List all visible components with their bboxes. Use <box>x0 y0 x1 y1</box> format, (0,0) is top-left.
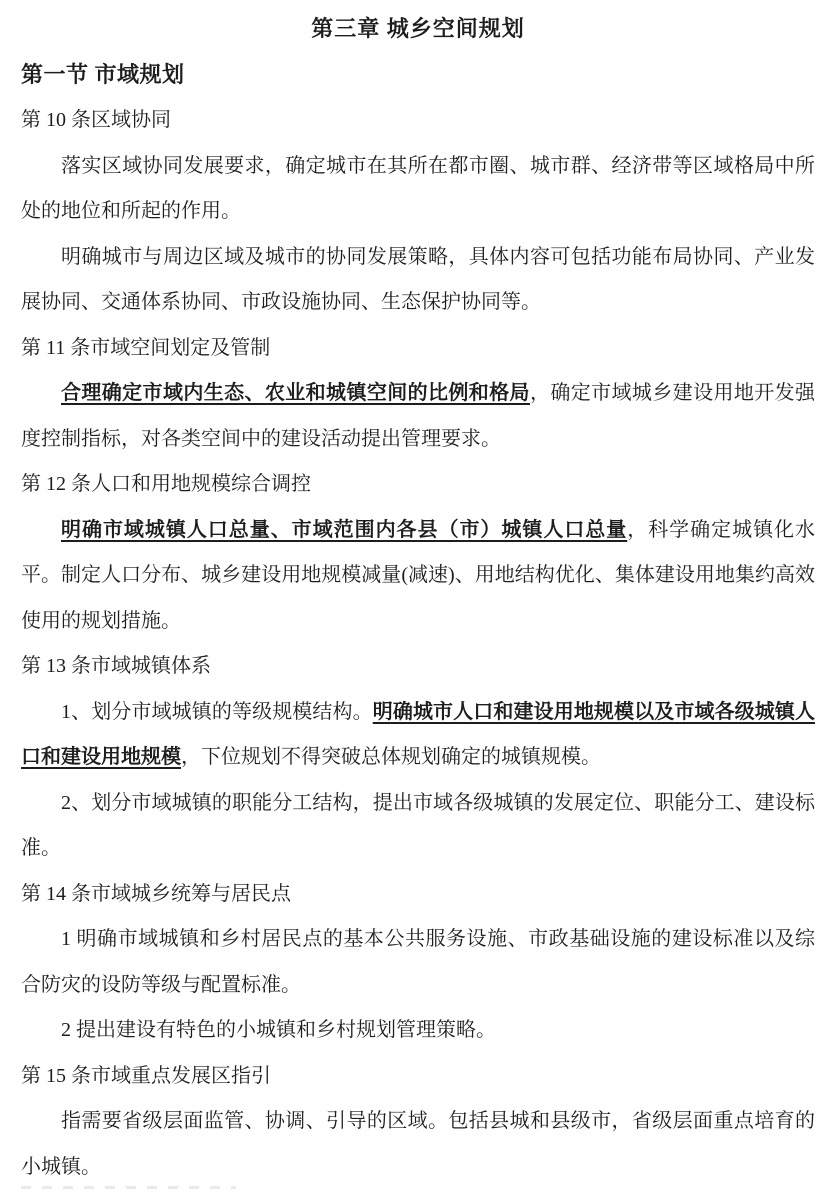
article-heading <box>21 462 815 508</box>
article-heading <box>21 872 815 918</box>
emphasis-run: 明确市域城镇人口总量、市域范围内各县（市）城镇人口总量 <box>61 518 628 541</box>
text-run: 2 提出建设有特色的小城镇和乡村规划管理策略。 <box>61 1019 496 1041</box>
text-run: 2、划分市域城镇的职能分工结构，提出市域各级城镇的发展定位、职能分工、建设标准。 <box>21 791 815 859</box>
emphasis-run: 明确城市人口和建设用地规模以及市域各级城镇人口和建设用地规模 <box>21 700 816 768</box>
text-run: 1 明确市域城镇和乡村居民点的基本公共服务设施、市政基础设施的建设标准以及综合防灾的设防等级与配置标准。 <box>21 928 815 996</box>
text-run: 明确城市与周边区域及城市的协同发展策略，具体内容可包括功能布局协同、产业发展协同、交通体系协同、市政设施协同、生态保护协同等。 <box>21 245 815 313</box>
paragraph <box>21 1008 815 1054</box>
clipped-next-line-artifact <box>21 1186 236 1189</box>
paragraph <box>21 508 815 645</box>
document-body <box>21 98 815 1190</box>
text-run: ，确定市域城乡建设用地开发强度控制指标，对各类空间中的建设活动提出管理要求。 <box>21 382 816 450</box>
article-heading <box>21 1054 815 1100</box>
text-run: 第 13 条市域城镇体系 <box>21 655 211 677</box>
text-run: 第 12 条人口和用地规模综合调控 <box>21 473 311 495</box>
paragraph <box>21 690 815 781</box>
text-run: 指需要省级层面监管、协调、引导的区域。包括县城和县级市，省级层面重点培育的小城镇。 <box>21 1110 815 1178</box>
paragraph <box>21 1099 815 1190</box>
paragraph <box>21 144 815 235</box>
article-heading <box>21 326 815 372</box>
text-run: 落实区域协同发展要求，确定城市在其所在都市圈、城市群、经济带等区域格局中所处的地位和所起的作用。 <box>21 154 815 222</box>
paragraph <box>21 781 815 872</box>
text-run: 第 15 条市域重点发展区指引 <box>21 1064 271 1087</box>
emphasis-run: 合理确定市域内生态、农业和城镇空间的比例和格局 <box>61 382 530 404</box>
chapter-title: 第三章 城乡空间规划 <box>311 16 525 41</box>
section-title: 第一节 市域规划 <box>21 62 185 87</box>
text-run: ，下位规划不得突破总体规划确定的城镇规模。 <box>181 746 601 768</box>
text-run: 第 11 条市域空间划定及管制 <box>21 336 271 359</box>
text-run: 第 14 条市域城乡统筹与居民点 <box>21 882 291 905</box>
text-run: 1、划分市域城镇的等级规模结构。 <box>61 700 373 723</box>
paragraph <box>21 371 815 462</box>
paragraph <box>21 917 815 1008</box>
text-run: ，科学确定城镇化水平。制定人口分布、城乡建设用地规模减量(减速)、用地结构优化、集体建设用地集约高效使用的规划措施。 <box>21 518 816 632</box>
paragraph <box>21 235 815 326</box>
text-run: 第 10 条区域协同 <box>21 109 171 131</box>
article-heading <box>21 98 815 144</box>
article-heading <box>21 644 815 690</box>
